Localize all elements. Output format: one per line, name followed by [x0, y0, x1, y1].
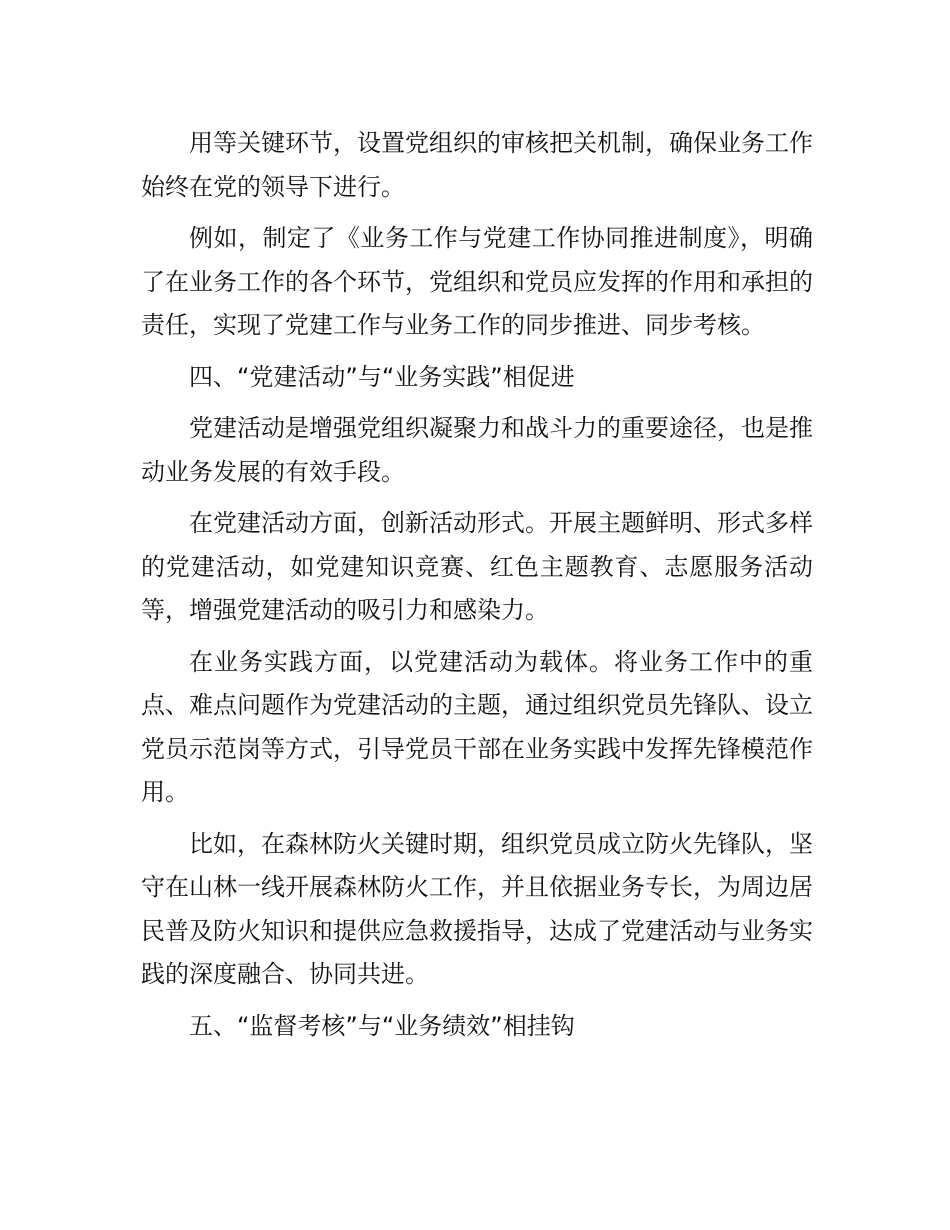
paragraph-forest-fire-example: 比如，在森林防火关键时期，组织党员成立防火先锋队，坚守在山林一线开展森林防火工作，并且依据业务专长，为周边居民普及防火知识和提供应急救援指导，达成了党建活动与业务实践的深度融合、协同共进。 [141, 829, 813, 988]
section-heading-five: 五、“监督考核”与“业务绩效”相挂钩 [189, 1011, 575, 1040]
paragraph-business-practice: 在业务实践方面，以党建活动为载体。将业务工作中的重点、难点问题作为党建活动的主题，通过组织党员先锋队、设立党员示范岗等方式，引导党员干部在业务实践中发挥先锋模范作用。 [141, 647, 813, 806]
paragraph-example-system: 例如，制定了《业务工作与党建工作协同推进制度》，明确了在业务工作的各个环节，党组织和党员应发挥的作用和承担的责任，实现了党建工作与业务工作的同步推进、同步考核。 [141, 224, 813, 339]
section-heading-four: 四、“党建活动”与“业务实践”相促进 [189, 362, 575, 391]
paragraph-party-activities-intro: 党建活动是增强党组织凝聚力和战斗力的重要途径，也是推动业务发展的有效手段。 [141, 414, 813, 486]
paragraph-continuation: 用等关键环节，设置党组织的审核把关机制，确保业务工作始终在党的领导下进行。 [141, 129, 813, 201]
document-page [141, 122, 813, 1056]
paragraph-activity-innovation: 在党建活动方面，创新活动形式。开展主题鲜明、形式多样的党建活动，如党建知识竞赛、红色主题教育、志愿服务活动等，增强党建活动的吸引力和感染力。 [141, 509, 813, 624]
